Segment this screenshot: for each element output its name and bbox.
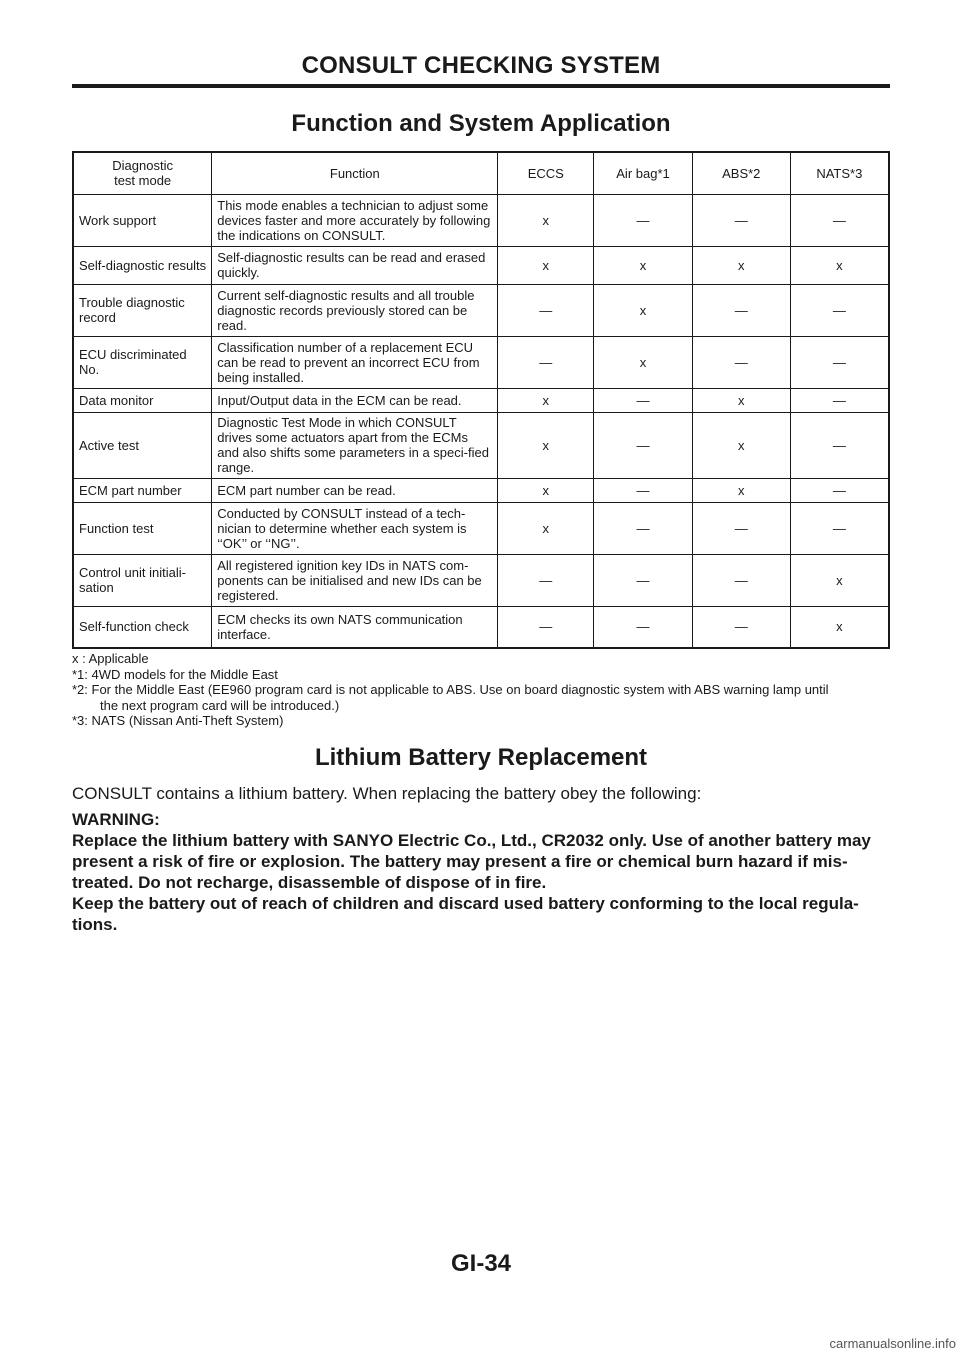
abs-cell: x (692, 478, 790, 502)
nats-cell: — (790, 412, 889, 478)
header-diagnostic-test-mode: Diagnostic test mode (73, 152, 212, 194)
page-number: GI-34 (450, 1250, 512, 1277)
eccs-cell: x (498, 246, 594, 284)
warning-text: Replace the lithium battery with SANYO Electric Co., Ltd., CR2032 only. Use of another battery may present a risk of fire or explosion. The battery may present a fire or chemical burn hazard if mis-treated. Do not recharge, disassemble of dispose of in fire. (72, 831, 871, 892)
mode-cell: Trouble diagnostic record (73, 284, 212, 336)
table-footnotes (72, 651, 892, 729)
section-title-function-application: Function and System Application (291, 110, 671, 137)
function-cell: ECM part number can be read. (212, 478, 498, 502)
nats-cell: — (790, 502, 889, 554)
airbag-cell: — (594, 412, 693, 478)
mode-cell: Control unit initiali-sation (73, 554, 212, 606)
page-header-title: CONSULT CHECKING SYSTEM (301, 52, 661, 79)
abs-cell: — (692, 194, 790, 246)
function-cell: Conducted by CONSULT instead of a tech-nician to determine whether each system is ‘‘OK’’ or ‘‘NG’’. (212, 502, 498, 554)
warning-text-children: Keep the battery out of reach of children and discard used battery conforming to the local regula-tions. (72, 894, 859, 934)
abs-cell: — (692, 336, 790, 388)
nats-cell: x (790, 554, 889, 606)
footnote: the next program card will be introduced.) (100, 697, 340, 713)
eccs-cell: x (498, 412, 594, 478)
airbag-cell: — (594, 502, 693, 554)
table-row (73, 388, 889, 412)
table-row (73, 554, 889, 606)
table-row (73, 194, 889, 246)
table-row (73, 502, 889, 554)
abs-cell: x (692, 246, 790, 284)
footnote: *3: NATS (Nissan Anti-Theft System) (72, 713, 284, 729)
nats-cell: — (790, 388, 889, 412)
warning-label: WARNING: (72, 810, 160, 829)
eccs-cell: x (498, 388, 594, 412)
abs-cell: x (692, 412, 790, 478)
mode-cell: ECU discriminated No. (73, 336, 212, 388)
mode-cell: ECM part number (73, 478, 212, 502)
table-header-row (73, 152, 889, 194)
airbag-cell: — (594, 478, 693, 502)
table-row (73, 336, 889, 388)
airbag-cell: x (594, 284, 693, 336)
header-abs: ABS*2 (692, 152, 790, 194)
footnote: *2: For the Middle East (EE960 program card is not applicable to ABS. Use on board diagnostic system with ABS warning lamp until (72, 682, 829, 698)
eccs-cell: — (498, 336, 594, 388)
abs-cell: — (692, 606, 790, 648)
mode-cell: Self-function check (73, 606, 212, 648)
nats-cell: — (790, 284, 889, 336)
header-eccs: ECCS (498, 152, 594, 194)
eccs-cell: — (498, 284, 594, 336)
airbag-cell: — (594, 554, 693, 606)
battery-warning-block (72, 809, 892, 935)
function-cell: This mode enables a technician to adjust some devices faster and more accurately by following the indications on CONSULT. (212, 194, 498, 246)
abs-cell: — (692, 502, 790, 554)
airbag-cell: x (594, 246, 693, 284)
table-row (73, 606, 889, 648)
mode-cell: Self-diagnostic results (73, 246, 212, 284)
eccs-cell: — (498, 606, 594, 648)
table-row (73, 246, 889, 284)
nats-cell: — (790, 194, 889, 246)
abs-cell: — (692, 554, 790, 606)
function-cell: Diagnostic Test Mode in which CONSULT drives some actuators apart from the ECMs and also shifts some parameters in a speci-fied range. (212, 412, 498, 478)
airbag-cell: — (594, 606, 693, 648)
mode-cell: Active test (73, 412, 212, 478)
eccs-cell: x (498, 194, 594, 246)
function-application-table (72, 151, 890, 649)
eccs-cell: x (498, 478, 594, 502)
table-row (73, 284, 889, 336)
airbag-cell: x (594, 336, 693, 388)
section-title-lithium-battery: Lithium Battery Replacement (314, 744, 648, 771)
function-cell: Self-diagnostic results can be read and erased quickly. (212, 246, 498, 284)
nats-cell: — (790, 478, 889, 502)
airbag-cell: — (594, 194, 693, 246)
mode-cell: Function test (73, 502, 212, 554)
battery-intro-text: CONSULT contains a lithium battery. When replacing the battery obey the following: (72, 784, 702, 803)
function-cell: Current self-diagnostic results and all trouble diagnostic records previously stored can be read. (212, 284, 498, 336)
function-cell: All registered ignition key IDs in NATS com-ponents can be initialised and new IDs can be registered. (212, 554, 498, 606)
header-function: Function (212, 152, 498, 194)
header-nats: NATS*3 (790, 152, 889, 194)
eccs-cell: — (498, 554, 594, 606)
nats-cell: x (790, 606, 889, 648)
site-watermark: carmanualsonline.info (829, 1336, 956, 1351)
table-row (73, 412, 889, 478)
nats-cell: x (790, 246, 889, 284)
footnote: *1: 4WD models for the Middle East (72, 666, 278, 682)
airbag-cell: — (594, 388, 693, 412)
mode-cell: Data monitor (73, 388, 212, 412)
function-cell: Input/Output data in the ECM can be read. (212, 388, 498, 412)
function-cell: Classification number of a replacement ECU can be read to prevent an incorrect ECU from being installed. (212, 336, 498, 388)
nats-cell: — (790, 336, 889, 388)
eccs-cell: x (498, 502, 594, 554)
table-row (73, 478, 889, 502)
mode-cell: Work support (73, 194, 212, 246)
footnote: x : Applicable (72, 651, 149, 666)
function-cell: ECM checks its own NATS communication interface. (212, 606, 498, 648)
header-air-bag: Air bag*1 (594, 152, 693, 194)
abs-cell: x (692, 388, 790, 412)
header-rule (72, 84, 890, 88)
abs-cell: — (692, 284, 790, 336)
